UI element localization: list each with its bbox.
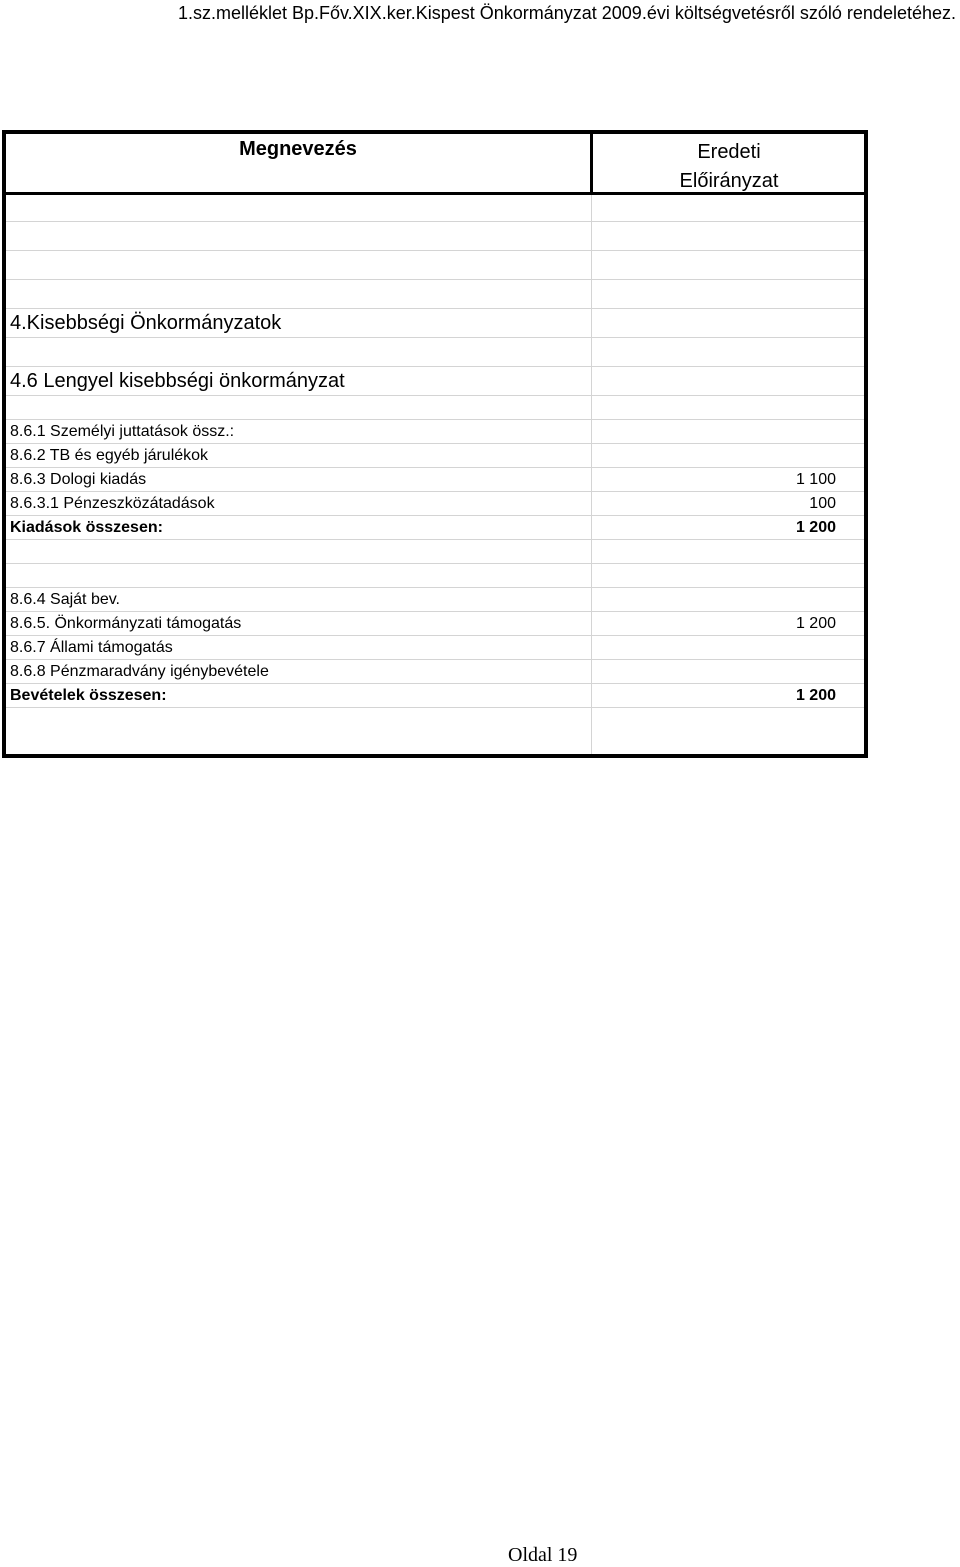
table-row-empty	[6, 395, 864, 419]
table-row-total	[6, 515, 864, 539]
column-divider	[591, 444, 592, 467]
table-row	[6, 467, 864, 491]
table-row-empty	[6, 563, 864, 587]
column-divider	[591, 222, 592, 250]
row-label: 8.6.4 Saját bev.	[10, 591, 120, 608]
row-label: 8.6.5. Önkormányzati támogatás	[10, 615, 242, 632]
row-label: 8.6.2 TB és egyéb járulékok	[10, 447, 209, 464]
column-divider	[591, 251, 592, 279]
table-row	[6, 587, 864, 611]
table-row-subsection	[6, 366, 864, 395]
expenses-total-label: Kiadások összesen:	[10, 519, 163, 536]
column-divider	[591, 636, 592, 659]
table-row	[6, 635, 864, 659]
column-divider	[591, 309, 592, 337]
budget-table	[2, 130, 868, 758]
row-label: 8.6.3.1 Pénzeszközátadások	[10, 495, 215, 512]
column-divider	[591, 612, 592, 635]
column-divider	[591, 540, 592, 563]
row-label: 8.6.7 Állami támogatás	[10, 639, 173, 656]
column-divider	[591, 516, 592, 539]
row-value: 1 100	[795, 471, 836, 488]
table-row-empty	[6, 279, 864, 308]
column-divider	[591, 492, 592, 515]
revenue-total-label: Bevételek összesen:	[10, 687, 167, 704]
column-divider	[591, 660, 592, 683]
column-divider	[591, 468, 592, 491]
table-row-empty	[6, 250, 864, 279]
column-header-value-line2: Előirányzat	[679, 170, 779, 192]
column-header-value	[594, 138, 864, 196]
table-row-empty	[6, 707, 864, 754]
table-row-empty	[6, 192, 864, 221]
column-divider	[591, 367, 592, 395]
page-number: Oldal 19	[508, 1544, 578, 1566]
column-divider	[591, 338, 592, 366]
row-label: 8.6.1 Személyi juttatások össz.:	[10, 423, 235, 440]
column-divider	[591, 195, 592, 221]
column-divider	[591, 708, 592, 754]
row-value: 1 200	[795, 615, 836, 632]
row-value: 100	[809, 495, 836, 512]
section-title: 4.Kisebbségi Önkormányzatok	[10, 312, 282, 334]
header-column-divider	[590, 134, 593, 192]
column-header-name: Megnevezés	[239, 138, 357, 160]
table-row-section	[6, 308, 864, 337]
revenue-total-value: 1 200	[795, 687, 836, 704]
column-divider	[591, 396, 592, 419]
column-divider	[591, 588, 592, 611]
table-row-total	[6, 683, 864, 707]
row-label: 8.6.8 Pénzmaradvány igénybevétele	[10, 663, 269, 680]
expenses-total-value: 1 200	[795, 519, 836, 536]
row-label: 8.6.3 Dologi kiadás	[10, 471, 147, 488]
table-row	[6, 443, 864, 467]
column-divider	[591, 564, 592, 587]
table-row	[6, 611, 864, 635]
subsection-title: 4.6 Lengyel kisebbségi önkormányzat	[10, 370, 345, 392]
table-row	[6, 419, 864, 443]
table-row-empty	[6, 539, 864, 563]
column-divider	[591, 280, 592, 308]
column-divider	[591, 684, 592, 707]
table-row-empty	[6, 337, 864, 366]
page-header-title: 1.sz.melléklet Bp.Főv.XIX.ker.Kispest Önkormányzat 2009.évi költségvetésről szóló rendeletéhez.	[177, 3, 956, 23]
column-header-value-line1: Eredeti	[697, 141, 761, 163]
table-header-row	[6, 134, 864, 192]
column-divider	[591, 420, 592, 443]
table-row	[6, 659, 864, 683]
table-row-empty	[6, 221, 864, 250]
table-row	[6, 491, 864, 515]
